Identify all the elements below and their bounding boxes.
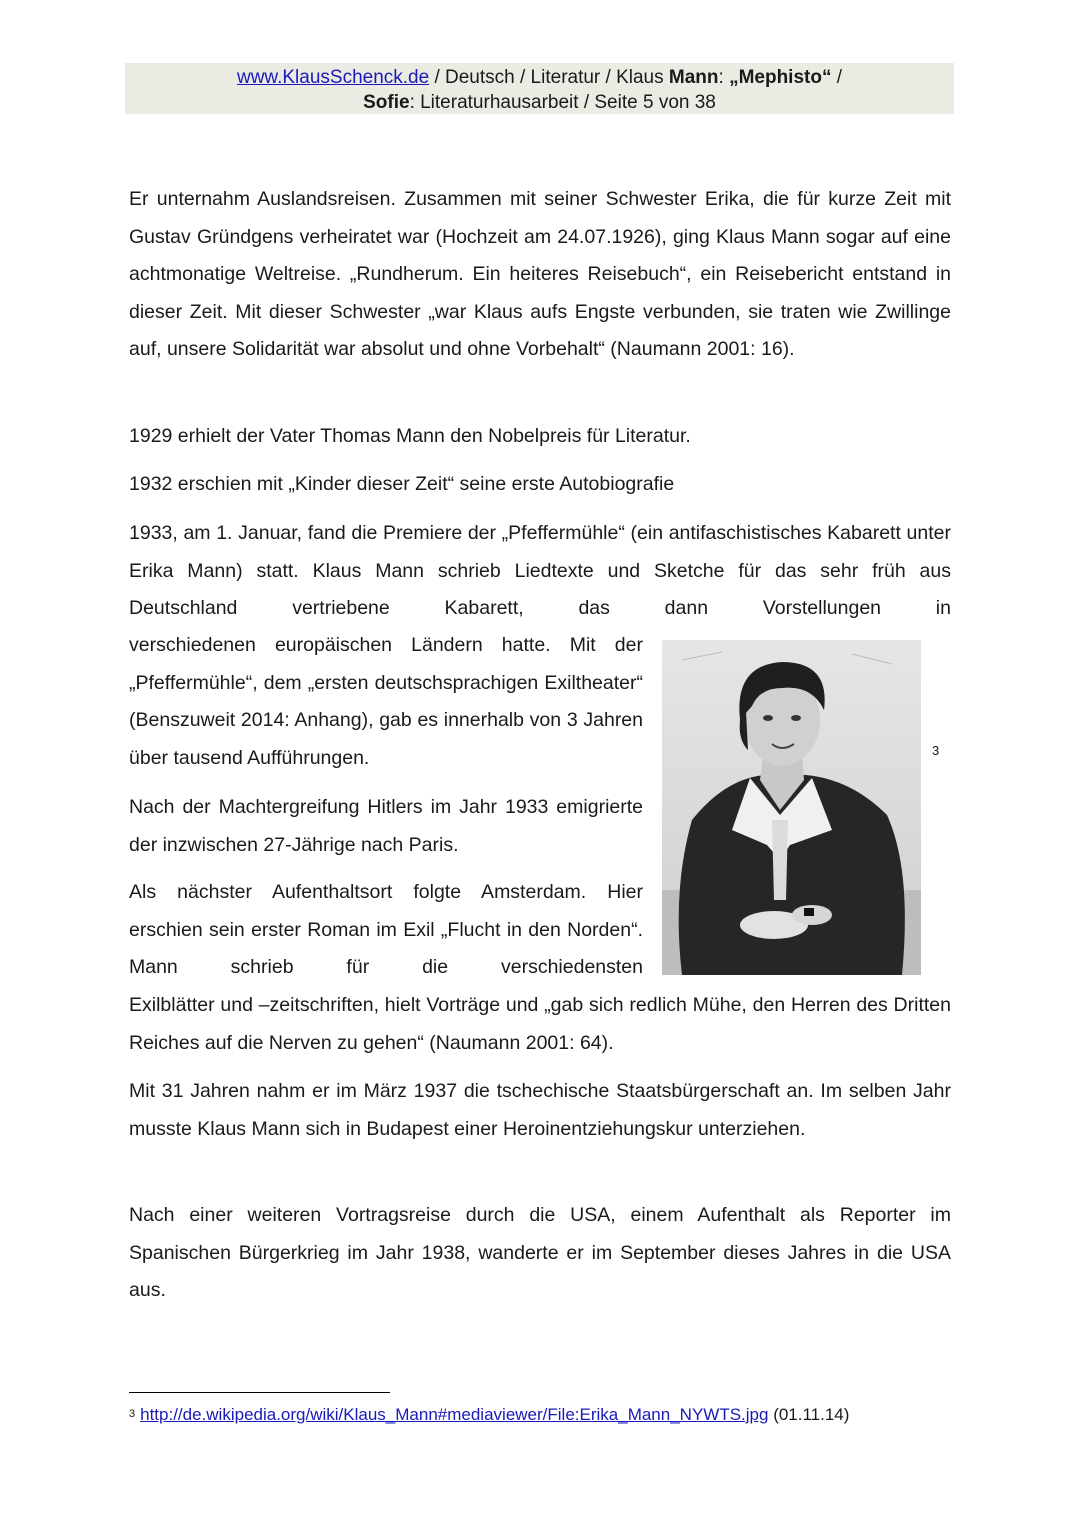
header-student-name: Sofie — [363, 92, 410, 113]
page-header — [125, 63, 954, 114]
portrait-photo — [662, 640, 921, 975]
header-work-title: „Mephisto“ — [729, 67, 832, 88]
portrait-image — [662, 640, 921, 975]
footnote-marker: 3 — [932, 743, 940, 758]
paragraph-amsterdam-cont: Exilblätter und –zeitschriften, hielt Vorträge und „gab sich redlich Mühe, den Herren des Dritten Reiches auf die Nerven zu gehen“ (Naumann 2001: 64). — [129, 994, 951, 1054]
paragraph-nobel: 1929 erhielt der Vater Thomas Mann den Nobelpreis für Literatur. — [129, 425, 691, 447]
paragraph-paris: Nach der Machtergreifung Hitlers im Jahr 1933 emigrierte der inzwischen 27-Jährige nach Paris. — [129, 796, 643, 856]
paragraph-pfeffermuehle: 1933, am 1. Januar, fand die Premiere der „Pfeffermühle“ (ein antifaschistisches Kabarett unter Erika Mann) statt. Klaus Mann schrieb Liedtexte und Sketche für das sehr früh aus Deutschland vertriebene Kabarett, das dann Vorstellungen in — [129, 522, 951, 619]
header-page-info: : Literaturhausarbeit / Seite 5 von 38 — [409, 92, 716, 113]
paragraph-usa: Nach einer weiteren Vortragsreise durch die USA, einem Aufenthalt als Reporter im Spanischen Bürgerkrieg im Jahr 1938, wanderte er im September dieses Jahres in die USA aus. — [129, 1204, 951, 1301]
footnote-date: (01.11.14) — [768, 1405, 850, 1424]
footnote-link[interactable]: http://de.wikipedia.org/wiki/Klaus_Mann#mediaviewer/File:Erika_Mann_NYWTS.jpg — [140, 1405, 769, 1424]
header-line-1 — [125, 63, 954, 90]
paragraph-pfeffermuehle-cont: verschiedenen europäischen Ländern hatte. Mit der „Pfeffermühle“, dem „ersten deutschsprachigen Exiltheater“ (Benszuweit 2014: Anhang), gab es innerhalb von 3 Jahren über tausend Aufführungen. — [129, 634, 643, 769]
paragraph-travels: Er unternahm Auslandsreisen. Zusammen mit seiner Schwester Erika, die für kurze Zeit mit Gustav Gründgens verheiratet war (Hochzeit am 24.07.1926), ging Klaus Mann sogar auf eine achtmonatige Weltreise. „Rundherum. Ein heiteres Reisebuch“, ein Reisebericht entstand in dieser Zeit. Mit dieser Schwester „war Klaus aufs Engste verbunden, sie traten wie Zwillinge auf, unsere Solidarität war absolut und ohne Vorbehalt“ (Naumann 2001: 16). — [129, 188, 951, 360]
header-line-2 — [125, 90, 954, 115]
paragraph-autobiography: 1932 erschien mit „Kinder dieser Zeit“ seine erste Autobiografie — [129, 473, 675, 495]
header-end: / — [831, 67, 843, 88]
footnote-divider — [129, 1392, 390, 1393]
paragraph-citizenship: Mit 31 Jahren nahm er im März 1937 die tschechische Staatsbürgerschaft an. Im selben Jahr musste Klaus Mann sich in Budapest einer Heroinentziehungskur unterziehen. — [129, 1080, 951, 1140]
header-separator: : — [718, 67, 730, 88]
footnote-number: 3 — [129, 1408, 136, 1420]
site-link[interactable]: www.KlausSchenck.de — [236, 67, 430, 88]
header-author: Mann — [668, 67, 719, 88]
header-path: / Deutsch / Literatur / Klaus — [429, 67, 669, 88]
paragraph-amsterdam: Als nächster Aufenthaltsort folgte Amsterdam. Hier erschien sein erster Roman im Exil „Flucht in den Norden“. Mann schrieb für die verschiedensten — [129, 881, 643, 978]
footnote — [129, 1403, 849, 1427]
